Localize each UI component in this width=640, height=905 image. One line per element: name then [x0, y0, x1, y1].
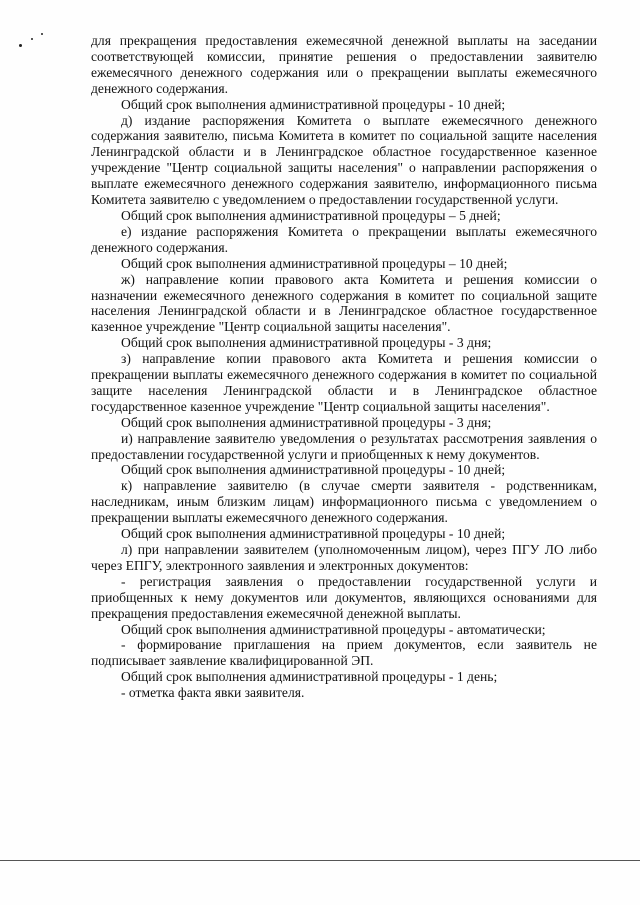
paragraph-item-z: з) направление копии правового акта Комитета и решения комиссии о прекращении выплаты ежемесячного денежного содержания в комитет по социальной защите населения Ленинградской области и в Ленинградское областное государственное казенное учреждение "Центр социальной защиты населения".	[91, 351, 597, 414]
paragraph-subitem: - формирование приглашения на прием документов, если заявитель не подписывает заявление квалифицированной ЭП.	[91, 637, 597, 669]
paragraph-item-k: к) направление заявителю (в случае смерти заявителя - родственникам, наследникам, иным близким лицам) информационного письма с уведомлением о прекращении выплаты ежемесячного денежного содержания.	[91, 478, 597, 526]
scan-edge-line	[0, 860, 640, 861]
paragraph-deadline: Общий срок выполнения административной процедуры - 10 дней;	[121, 96, 506, 112]
scan-speck	[31, 38, 33, 40]
paragraph-item-i: и) направление заявителю уведомления о результатах рассмотрения заявления о предоставлении государственной услуги и приобщенных к нему документов.	[91, 430, 597, 462]
paragraph-item-zh: ж) направление копии правового акта Комитета и решения комиссии о назначении ежемесячного денежного содержания в комитет по социальной защите населения Ленинградской области и в Ленинградское областное государственное казенное учреждение "Центр социальной защиты населения".	[91, 271, 597, 335]
paragraph-item-d: д) издание распоряжения Комитета о выплате ежемесячного денежного содержания заявителю, письма Комитета в комитет по социальной защите населения Ленинградской области и в Ленинградское областное государственное казенное учреждение "Центр социальной защиты населения" о направлении распоряжения о выплате ежемесячного денежного содержания заявителю, информационного письма Комитета заявителю с уведомлением о предоставлении государственной услуги.	[91, 112, 597, 208]
paragraph-deadline: Общий срок выполнения административной процедуры - 3 дня;	[121, 335, 492, 351]
paragraph-subitem: - отметка факта явки заявителя.	[121, 685, 305, 701]
paragraph-deadline: Общий срок выполнения административной процедуры - автоматически;	[121, 621, 546, 637]
paragraph-continuation: для прекращения предоставления ежемесячной денежной выплаты на заседании соответствующей комиссии, принятие решения о предоставлении заявителю ежемесячного денежного содержания или о прекращении выплаты ежемесячного денежного содержания.	[91, 33, 597, 96]
paragraph-deadline: Общий срок выполнения административной процедуры - 1 день;	[121, 669, 498, 685]
paragraph-deadline: Общий срок выполнения административной процедуры - 3 дня;	[121, 414, 492, 430]
paragraph-deadline: Общий срок выполнения административной процедуры – 5 дней;	[121, 207, 501, 223]
scan-speck	[19, 44, 22, 47]
paragraph-item-e: е) издание распоряжения Комитета о прекращении выплаты ежемесячного денежного содержания.	[91, 223, 597, 255]
paragraph-item-l: л) при направлении заявителем (уполномоченным лицом), через ПГУ ЛО либо через ЕПГУ, электронного заявления и электронных документов:	[91, 542, 597, 573]
paragraph-subitem: - регистрация заявления о предоставлении государственной услуги и приобщенных к нему документов или документов, являющихся основаниями для прекращения предоставления ежемесячной денежной выплаты.	[91, 573, 597, 621]
paragraph-deadline: Общий срок выполнения административной процедуры – 10 дней;	[121, 255, 508, 271]
document-body	[91, 33, 597, 701]
paragraph-deadline: Общий срок выполнения административной процедуры - 10 дней;	[121, 462, 506, 478]
scan-speck	[41, 33, 43, 35]
paragraph-deadline: Общий срок выполнения административной процедуры - 10 дней;	[121, 526, 506, 542]
